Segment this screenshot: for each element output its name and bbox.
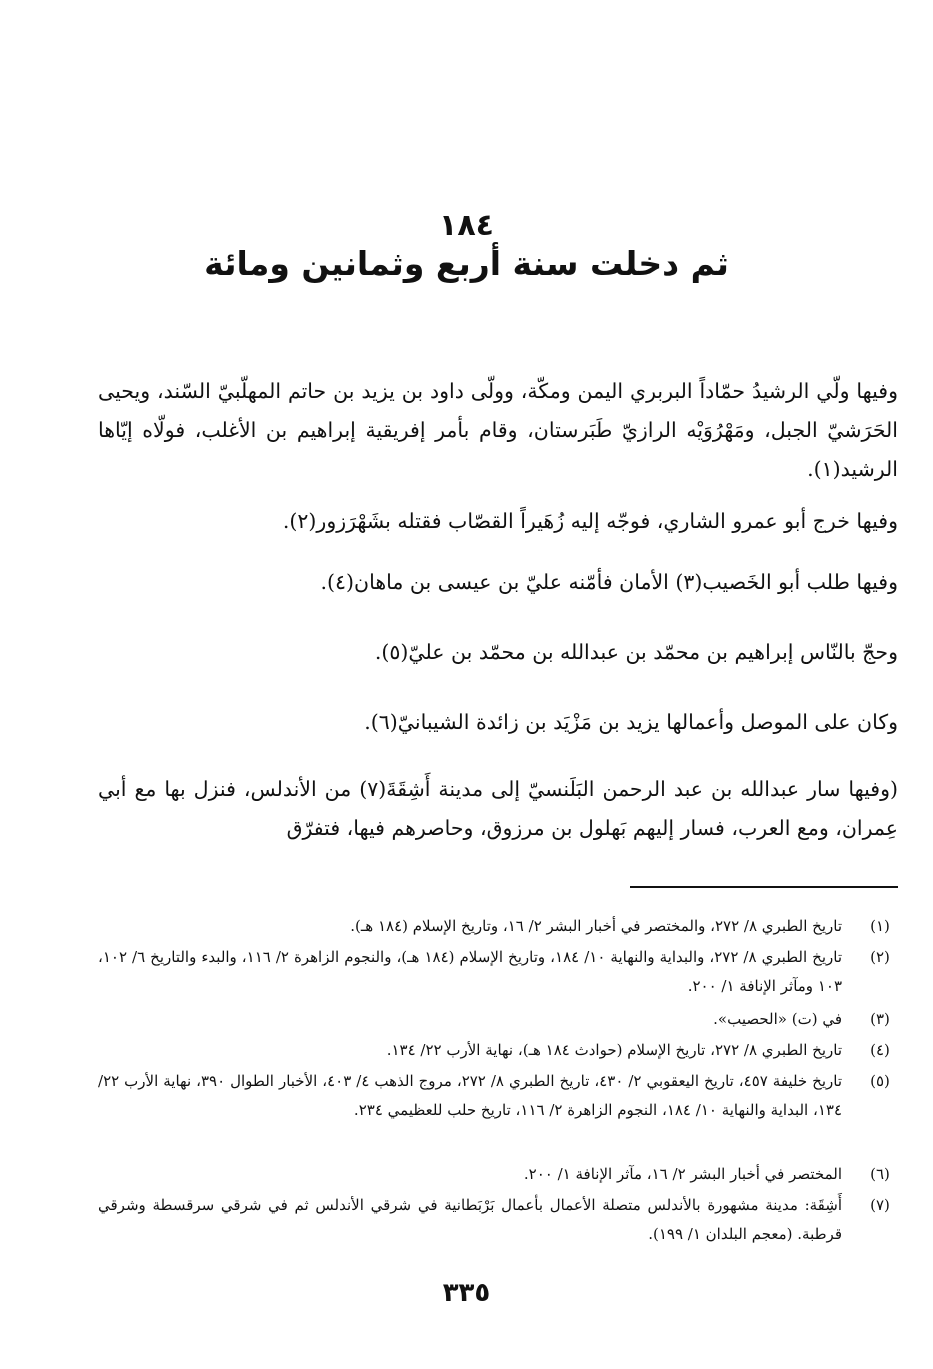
footnote-number: (٢) bbox=[870, 948, 890, 966]
footnote-number: (٦) bbox=[870, 1165, 890, 1183]
paragraph-governors: وفيها ولّي الرشيدُ حمّاداً البربري اليمن ومكّة، وولّى داود بن يزيد بن حاتم المهلّبيّ السّند، ويحيى الحَرَشيّ الجبل، ومَهْرُوَيْه الرازيّ طَبَرستان، وقام بأمر إفريقية إبراهيم بن الأغلب، فولّاه إيّاها الرشيد(١). bbox=[98, 379, 898, 481]
footnote-number: (٤) bbox=[870, 1041, 890, 1059]
footnote-divider bbox=[630, 886, 898, 888]
year-heading: ١٨٤ bbox=[439, 208, 494, 243]
footnote-text: تاريخ الطبري ٨/ ٢٧٢، تاريخ الإسلام (حوادث ١٨٤ هـ)، نهاية الأرب ٢٢/ ١٣٤. bbox=[386, 1041, 842, 1059]
paragraph-mosul: وكان على الموصل وأعمالها يزيد بن مَزْيَد بن زائدة الشيبانيّ(٦). bbox=[364, 710, 898, 734]
page-number: ٣٣٥ bbox=[442, 1278, 491, 1308]
footnote-text: في (ت) «الحصيب». bbox=[713, 1010, 842, 1028]
footnote-item bbox=[98, 1191, 898, 1249]
footnote-number: (٣) bbox=[870, 1010, 890, 1028]
footnote-number: (٥) bbox=[870, 1072, 890, 1090]
footnote-item bbox=[98, 912, 898, 941]
footnote-item bbox=[98, 1005, 898, 1034]
chapter-title: ثم دخلت سنة أربع وثمانين ومائة bbox=[204, 244, 729, 283]
footnote-item bbox=[98, 1160, 898, 1189]
paragraph-shari-revolt: وفيها خرج أبو عمرو الشاري، فوجّه إليه زُهَيراً القصّاب فقتله بشَهْرَزور(٢). bbox=[282, 509, 898, 533]
footnote-item bbox=[98, 943, 898, 1001]
footnote-text: أَشِقَة: مدينة مشهورة بالأندلس متصلة الأعمال بأعمال بَرْبَطانية في شرقي الأندلس ثم في شرقي سرقسطة وشرقي قرطبة. (معجم البلدان ١/ ١٩٩). bbox=[98, 1196, 842, 1243]
footnote-item bbox=[98, 1036, 898, 1065]
footnote-number: (١) bbox=[870, 917, 890, 935]
footnote-text: تاريخ الطبري ٨/ ٢٧٢، والبداية والنهاية ١٠/ ١٨٤، وتاريخ الإسلام (١٨٤ هـ)، والنجوم الزاهرة ٢/ ١١٦، والبدء والتاريخ ٦/ ١٠٢، ١٠٣ ومآثر الإنافة ١/ ٢٠٠. bbox=[98, 948, 843, 995]
footnote-text: المختصر في أخبار البشر ٢/ ١٦، مآثر الإنافة ١/ ٢٠٠. bbox=[523, 1165, 842, 1183]
footnote-number: (٧) bbox=[870, 1196, 890, 1214]
paragraph-pilgrimage: وحجّ بالنّاس إبراهيم بن محمّد بن عبدالله بن محمّد بن عليّ(٥). bbox=[374, 640, 898, 664]
paragraph-amnesty: وفيها طلب أبو الخَصيب(٣) الأمان فأمّنه عليّ بن عيسى بن ماهان(٤). bbox=[320, 570, 898, 594]
paragraph-andalus: (وفيها سار عبدالله بن عبد الرحمن البَلَنسيّ إلى مدينة أَشِقَةَ(٧) من الأندلس، فنزل بها مع أبي عِمران، ومع العرب، فسار إليهم بَهلول بن مرزوق، وحاصرهم فيها، فتفرّق bbox=[98, 777, 898, 840]
footnote-text: تاريخ خليفة ٤٥٧، تاريخ اليعقوبي ٢/ ٤٣٠، تاريخ الطبري ٨/ ٢٧٢، مروج الذهب ٤/ ٤٠٣، الأخبار الطوال ٣٩٠، نهاية الأرب ٢٢/ ١٣٤، البداية والنهاية ١٠/ ١٨٤، النجوم الزاهرة ٢/ ١١٦، تاريخ حلب للعظيمي ٢٣٤. bbox=[98, 1072, 843, 1119]
footnote-text: تاريخ الطبري ٨/ ٢٧٢، والمختصر في أخبار البشر ٢/ ١٦، وتاريخ الإسلام (١٨٤ هـ). bbox=[350, 917, 842, 935]
footnote-item bbox=[98, 1067, 898, 1125]
